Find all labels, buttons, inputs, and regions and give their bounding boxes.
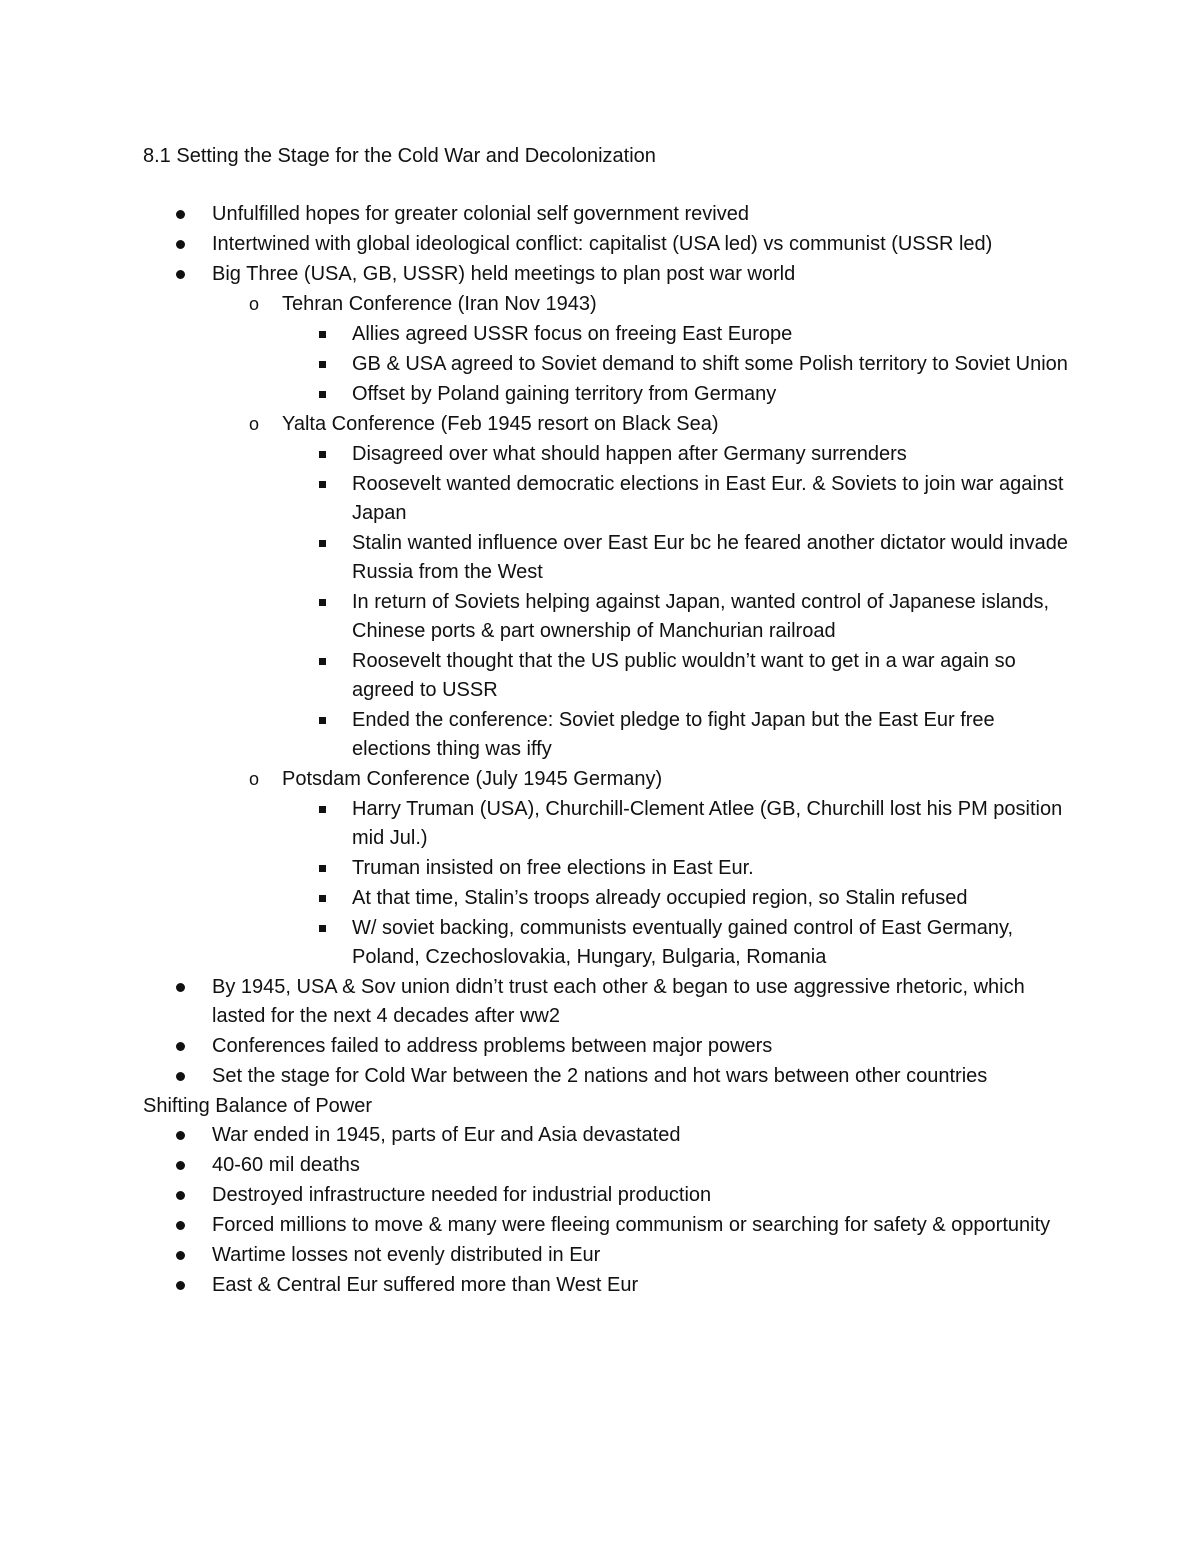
list-item: Truman insisted on free elections in East Eur. [143,854,1073,883]
list-item: Ended the conference: Soviet pledge to fight Japan but the East Eur free elections thing was iffy [143,706,1073,764]
list-item: GB & USA agreed to Soviet demand to shift some Polish territory to Soviet Union [143,350,1073,379]
bullet-disc-icon [176,210,185,219]
conference-list [143,765,1073,794]
conference-list [143,410,1073,439]
section2-list [143,1121,1073,1300]
bullet-square-icon [319,391,326,398]
list-item: In return of Soviets helping against Japan, wanted control of Japanese islands, Chinese ports & part ownership of Manchurian railroad [143,588,1073,646]
bullet-square-icon [319,806,326,813]
list-item: Roosevelt wanted democratic elections in East Eur. & Soviets to join war against Japan [143,470,1073,528]
conference-item-tehran: o Tehran Conference (Iran Nov 1943) [143,290,1073,319]
bullet-square-icon [319,925,326,932]
section1-after-list [143,973,1073,1091]
list-item: Set the stage for Cold War between the 2 nations and hot wars between other countries [143,1062,1073,1091]
list-item: Destroyed infrastructure needed for industrial production [143,1181,1073,1210]
section-heading: Shifting Balance of Power [143,1095,373,1117]
tehran-points [143,320,1073,409]
list-item: 40-60 mil deaths [143,1151,1073,1180]
bullet-circle-icon: o [248,769,259,789]
list-item: At that time, Stalin’s troops already occupied region, so Stalin refused [143,884,1073,913]
list-item: War ended in 1945, parts of Eur and Asia devastated [143,1121,1073,1150]
bullet-disc-icon [176,1251,185,1260]
bullet-circle-icon: o [248,294,259,314]
bullet-circle-icon: o [248,414,259,434]
bullet-disc-icon [176,1131,185,1140]
list-item: Conferences failed to address problems between major powers [143,1032,1073,1061]
list-item: Wartime losses not evenly distributed in Eur [143,1241,1073,1270]
bullet-square-icon [319,451,326,458]
bullet-disc-icon [176,1221,185,1230]
bullet-square-icon [319,599,326,606]
bullet-square-icon [319,481,326,488]
document-body [143,140,1073,1301]
bullet-disc-icon [176,1042,185,1051]
bullet-square-icon [319,540,326,547]
conference-list [143,290,1073,319]
bullet-square-icon [319,717,326,724]
bullet-disc-icon [176,1072,185,1081]
list-item: Harry Truman (USA), Churchill-Clement Atlee (GB, Churchill lost his PM position mid Jul.) [143,795,1073,853]
bullet-disc-icon [176,270,185,279]
list-item: Forced millions to move & many were fleeing communism or searching for safety & opportunity [143,1211,1073,1240]
list-item: Big Three (USA, GB, USSR) held meetings to plan post war world [143,260,1073,289]
bullet-disc-icon [176,1191,185,1200]
page-title: 8.1 Setting the Stage for the Cold War and Decolonization [143,145,656,167]
list-item: Stalin wanted influence over East Eur bc he feared another dictator would invade Russia from the West [143,529,1073,587]
bullet-square-icon [319,865,326,872]
list-item: Unfulfilled hopes for greater colonial self government revived [143,200,1073,229]
bullet-disc-icon [176,983,185,992]
list-item: W/ soviet backing, communists eventually gained control of East Germany, Poland, Czechoslovakia, Hungary, Bulgaria, Romania [143,914,1073,972]
list-item: Roosevelt thought that the US public wouldn’t want to get in a war again so agreed to USSR [143,647,1073,705]
conference-item-yalta: o Yalta Conference (Feb 1945 resort on Black Sea) [143,410,1073,439]
list-item: Disagreed over what should happen after Germany surrenders [143,440,1073,469]
conference-item-potsdam: o Potsdam Conference (July 1945 Germany) [143,765,1073,794]
bullet-disc-icon [176,240,185,249]
bullet-square-icon [319,331,326,338]
bullet-disc-icon [176,1161,185,1170]
list-item: By 1945, USA & Sov union didn’t trust each other & began to use aggressive rhetoric, which lasted for the next 4 decades after ww2 [143,973,1073,1031]
section1-list [143,200,1073,289]
bullet-square-icon [319,361,326,368]
bullet-square-icon [319,895,326,902]
list-item: Intertwined with global ideological conflict: capitalist (USA led) vs communist (USSR led) [143,230,1073,259]
list-item: East & Central Eur suffered more than West Eur [143,1271,1073,1300]
bullet-disc-icon [176,1281,185,1290]
potsdam-points [143,795,1073,972]
list-item: Allies agreed USSR focus on freeing East Europe [143,320,1073,349]
bullet-square-icon [319,658,326,665]
yalta-points [143,440,1073,764]
list-item: Offset by Poland gaining territory from Germany [143,380,1073,409]
